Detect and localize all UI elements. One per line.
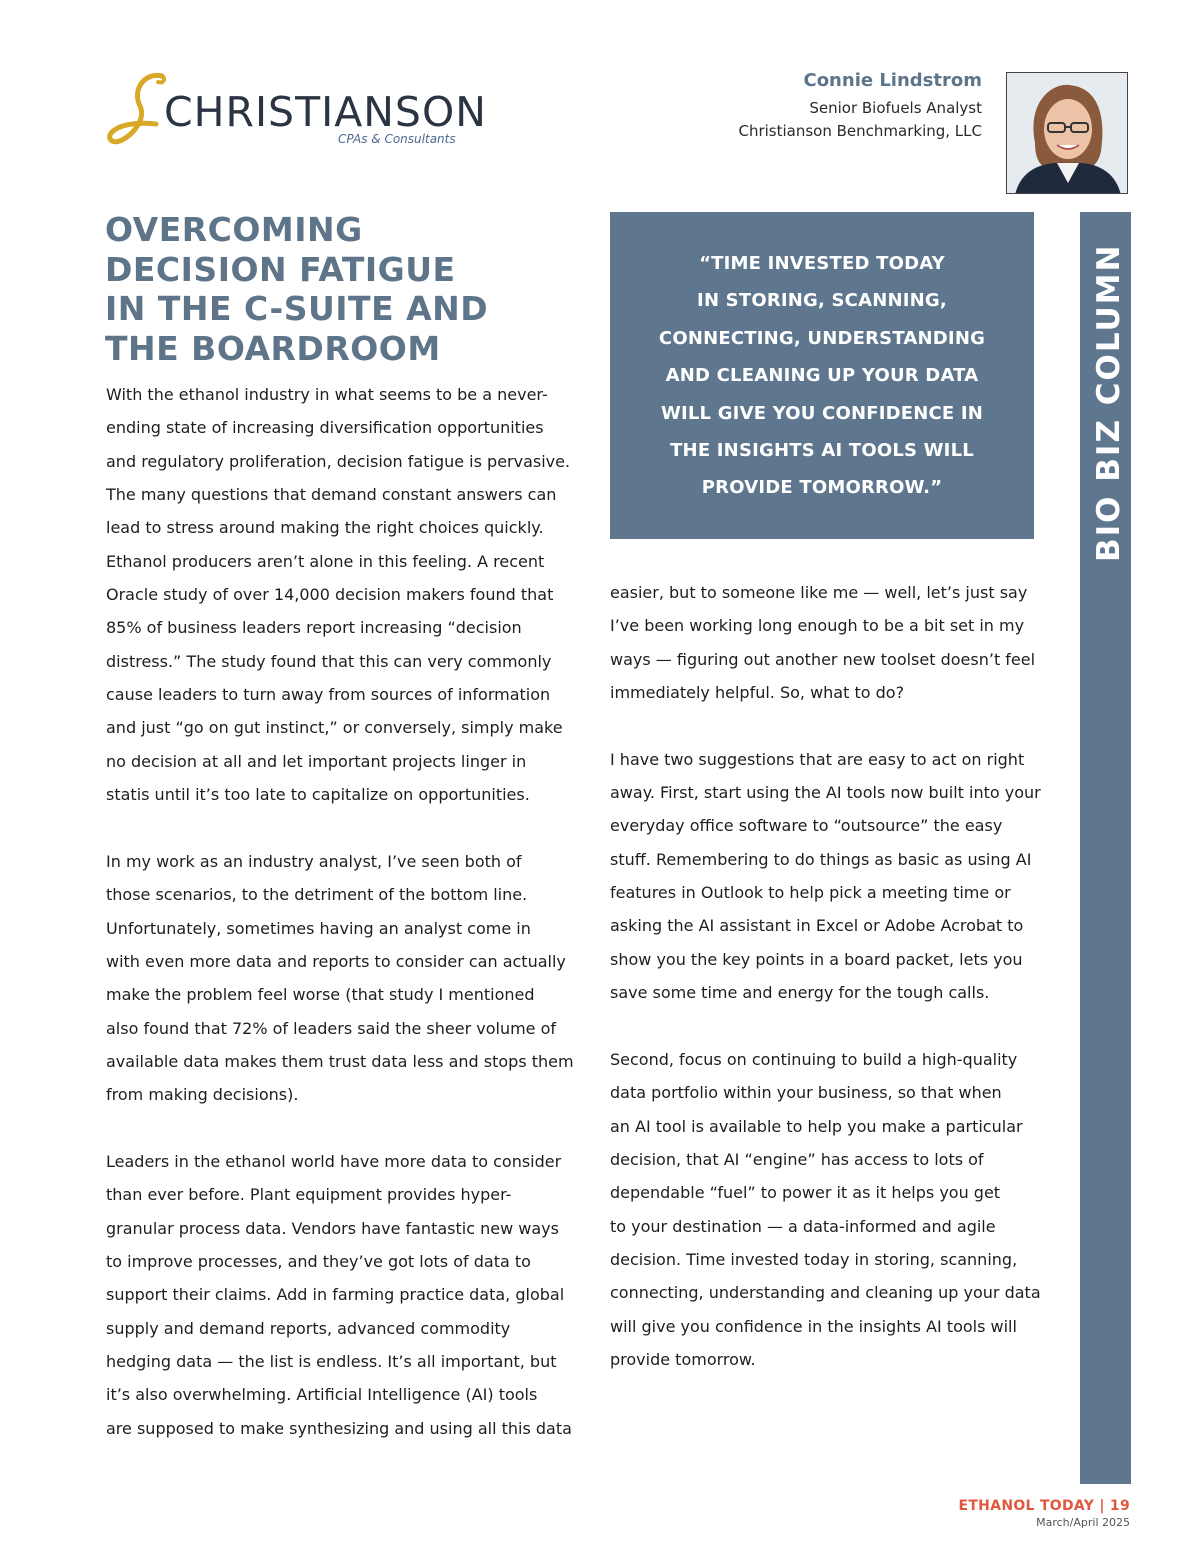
- text-line: cause leaders to turn away from sources of information: [106, 685, 551, 705]
- page-footer: [958, 1498, 1130, 1529]
- text-line: to improve processes, and they’ve got lots of data to: [106, 1251, 531, 1271]
- text-line: Oracle study of over 14,000 decision makers found that: [106, 585, 554, 605]
- text-line: ending state of increasing diversification opportunities: [106, 418, 544, 438]
- text-line: provide tomorrow.: [610, 1349, 756, 1369]
- body-paragraph: [106, 1145, 572, 1445]
- text-line: lead to stress around making the right choices quickly.: [106, 518, 544, 538]
- text-line: those scenarios, to the detriment of the bottom line.: [106, 885, 528, 905]
- text-line: an AI tool is available to help you make a particular: [610, 1116, 1023, 1136]
- text-line: immediately helpful. So, what to do?: [610, 683, 905, 703]
- text-line: make the problem feel worse (that study I mentioned: [106, 985, 535, 1005]
- text-line: from making decisions).: [106, 1085, 299, 1105]
- body-paragraph: [610, 576, 1040, 709]
- text-line: supply and demand reports, advanced commodity: [106, 1318, 511, 1338]
- headline-line: THE BOARDROOM: [105, 328, 441, 368]
- text-line: granular process data. Vendors have fantastic new ways: [106, 1218, 559, 1238]
- pull-quote-line: IN STORING, SCANNING,: [697, 290, 947, 312]
- text-line: everyday office software to “outsource” the easy: [610, 816, 1003, 836]
- logo-tagline: CPAs & Consultants: [338, 132, 456, 146]
- text-line: features in Outlook to help pick a meeting time or: [610, 883, 1011, 903]
- text-line: are supposed to make synthesizing and using all this data: [106, 1418, 572, 1438]
- pull-quote-line: AND CLEANING UP YOUR DATA: [665, 365, 979, 387]
- text-line: Second, focus on continuing to build a high-quality: [610, 1049, 1018, 1069]
- text-line: dependable “fuel” to power it as it helps you get: [610, 1183, 1001, 1203]
- text-line: to your destination — a data-informed and agile: [610, 1216, 996, 1236]
- headline-line: IN THE C-SUITE AND: [105, 289, 489, 328]
- text-line: save some time and energy for the tough calls.: [610, 983, 990, 1003]
- text-line: Leaders in the ethanol world have more data to consider: [106, 1151, 562, 1171]
- footer-publication: ETHANOL TODAY | 19: [958, 1498, 1130, 1514]
- pull-quote-line: CONNECTING, UNDERSTANDING: [658, 327, 986, 349]
- right-column: [610, 576, 1040, 1410]
- text-line: it’s also overwhelming. Artificial Intelligence (AI) tools: [106, 1385, 538, 1405]
- text-line: will give you confidence in the insights AI tools will: [610, 1316, 1017, 1336]
- text-line: and just “go on gut instinct,” or conversely, simply make: [106, 718, 563, 738]
- text-line: data portfolio within your business, so that when: [610, 1083, 1002, 1103]
- text-line: asking the AI assistant in Excel or Adobe Acrobat to: [610, 916, 1024, 936]
- text-line: stuff. Remembering to do things as basic as using AI: [610, 849, 1032, 869]
- text-line: easier, but to someone like me — well, let’s just say: [610, 583, 1028, 602]
- text-line: no decision at all and let important projects linger in: [106, 751, 527, 771]
- logo-wordmark: CHRISTIANSON: [164, 88, 487, 136]
- text-line: I have two suggestions that are easy to act on right: [610, 749, 1025, 769]
- text-line: I’ve been working long enough to be a bit set in my: [610, 616, 1025, 636]
- text-line: than ever before. Plant equipment provides hyper-: [106, 1185, 512, 1205]
- text-line: The many questions that demand constant answers can: [106, 485, 557, 505]
- pull-quote-line: PROVIDE TOMORROW.”: [701, 477, 943, 499]
- headline-line: DECISION FATIGUE: [105, 249, 456, 289]
- text-line: and regulatory proliferation, decision fatigue is pervasive.: [106, 451, 571, 471]
- text-line: away. First, start using the AI tools now built into your: [610, 783, 1041, 803]
- text-line: ways — figuring out another new toolset doesn’t feel: [610, 649, 1036, 669]
- author-company: Christianson Benchmarking, LLC: [738, 122, 982, 140]
- text-line: available data makes them trust data less and stops them: [106, 1051, 574, 1071]
- text-line: decision. Time invested today in storing, scanning,: [610, 1249, 1018, 1269]
- body-paragraph: [610, 1043, 1040, 1376]
- author-title: Senior Biofuels Analyst: [809, 99, 982, 117]
- article-headline: [105, 210, 545, 368]
- text-line: also found that 72% of leaders said the sheer volume of: [106, 1018, 557, 1038]
- headline-line: OVERCOMING: [105, 210, 363, 249]
- text-line: connecting, understanding and cleaning up your data: [610, 1283, 1041, 1303]
- body-paragraph: [106, 378, 571, 811]
- text-line: statis until it’s too late to capitalize on opportunities.: [106, 785, 530, 805]
- left-column: [106, 378, 574, 1478]
- text-line: 85% of business leaders report increasing “decision: [106, 618, 522, 638]
- column-tag: [1091, 530, 1127, 562]
- footer-date: March/April 2025: [1036, 1516, 1130, 1529]
- author-name: Connie Lindstrom: [803, 70, 982, 91]
- text-line: support their claims. Add in farming practice data, global: [106, 1285, 565, 1305]
- text-line: In my work as an industry analyst, I’ve seen both of: [106, 851, 522, 871]
- body-paragraph: [106, 845, 574, 1112]
- author-block: [738, 70, 982, 143]
- text-line: hedging data — the list is endless. It’s all important, but: [106, 1351, 557, 1371]
- body-paragraph: [610, 743, 1040, 1010]
- pull-quote-line: “TIME INVESTED TODAY: [699, 253, 945, 274]
- text-line: With the ethanol industry in what seems to be a never-: [106, 385, 548, 404]
- text-line: show you the key points in a board packet, lets you: [610, 949, 1023, 969]
- text-line: with even more data and reports to consider can actually: [106, 951, 566, 971]
- pull-quote: [610, 212, 1034, 539]
- pull-quote-line: WILL GIVE YOU CONFIDENCE IN: [660, 402, 984, 424]
- christianson-logo: [104, 70, 487, 154]
- author-photo: [1006, 72, 1128, 194]
- text-line: distress.” The study found that this can very commonly: [106, 651, 552, 671]
- text-line: Ethanol producers aren’t alone in this feeling. A recent: [106, 551, 545, 571]
- text-line: Unfortunately, sometimes having an analyst come in: [106, 918, 531, 938]
- text-line: decision, that AI “engine” has access to lots of: [610, 1149, 984, 1169]
- pull-quote-line: THE INSIGHTS AI TOOLS WILL: [670, 440, 974, 462]
